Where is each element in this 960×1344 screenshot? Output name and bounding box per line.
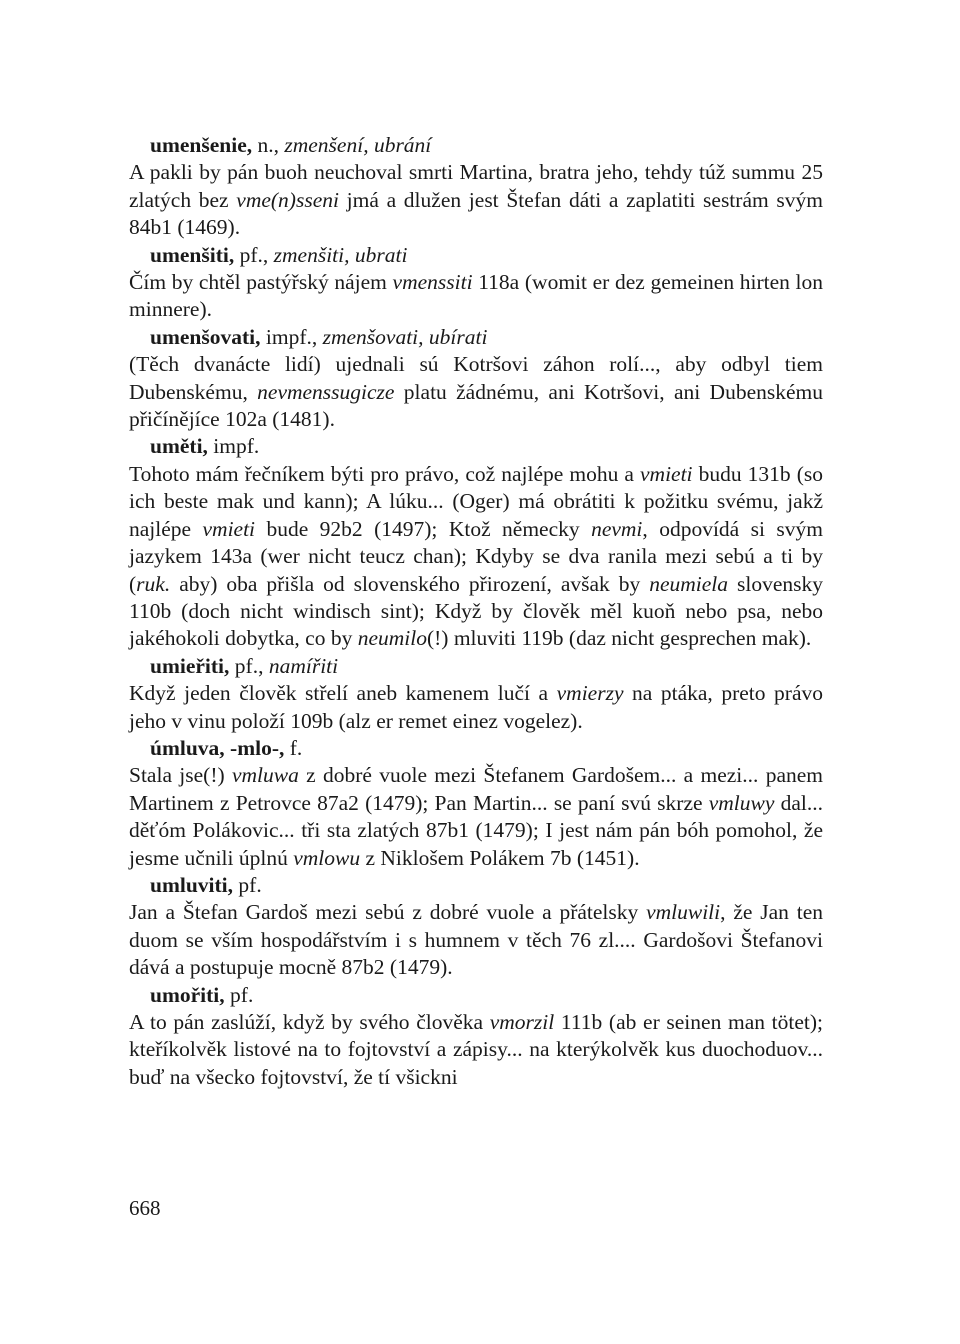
citation-text: A pakli by pán buoh neuchoval smrti Martina, bratra jeho, tehdy túž summu 25 zlatých bez [129, 160, 823, 212]
citation-text: jmá a dlužen jest Štefan dáti a zaplatiti sestrám svým 84b1 (1469). [129, 187, 823, 240]
grammar-label: pf. [238, 872, 262, 897]
grammar-label: impf., [265, 324, 318, 349]
grammar-label: pf. [230, 982, 254, 1007]
citation-text: Stala jse(!) [129, 763, 232, 788]
citation-text: , odpovídá si svým jazykem 143a (wer nicht teucz chan); Kdyby se dva ranila mezi sebú a ti by ( [129, 516, 823, 596]
citation-text: z Niklošem Polákem 7b (1451). [360, 845, 640, 870]
headword: umenšiti, [150, 242, 235, 267]
citation-form: vmenssiti [392, 270, 473, 295]
citation-form: vmorzil [489, 1010, 555, 1034]
entry-umieriti [129, 653, 823, 735]
citation-text: slovensky 110b (doch nicht windisch sint); Když by člověk měl kuoň nebo psa, nebo jakéhokoli dobytka, co by [129, 571, 824, 651]
citation-text: aby) oba přišla od slovenského přirození, avšak by [170, 571, 650, 596]
citation-form: vmlowu [293, 845, 361, 870]
grammar-label: pf., [234, 653, 264, 678]
gloss: zmenšiti, ubrati [273, 242, 408, 267]
citation-form: vmluwili [646, 900, 721, 925]
headword: umieřiti, [150, 653, 230, 678]
citation-text: z dobré vuole mezi Štefanem Gardošem... a mezi... panem Martinem z Petrovce 87a2 (1479); Pan Martin... se paní svú skrze [129, 763, 823, 815]
citation-form: vmluwy [708, 790, 775, 815]
citation-form: nevmi [591, 516, 643, 541]
citation-text: dal... děťóm Polákovic... tři sta zlatých 87b1 (1479); I jest nám pán bóh pomohol, že jesme učnili úplnú [129, 790, 823, 870]
entry-citation [129, 461, 823, 653]
citation-text: Když jeden člověk střelí aneb kamenem lučí a [129, 681, 557, 706]
entry-umeti [129, 433, 823, 652]
entry-header [129, 653, 823, 680]
dictionary-page [129, 132, 823, 1091]
citation-form: neumilo [357, 626, 427, 651]
entry-umenseni [129, 132, 823, 242]
citation-text: A to pán zaslúží, když by svého člověka [129, 1010, 490, 1034]
grammar-label: n., [257, 133, 279, 157]
entry-citation [129, 899, 823, 981]
entry-citation [129, 159, 823, 241]
citation-text: bude 92b2 (1497); Ktož německy [255, 516, 592, 541]
citation-text: (Těch dvanácte lidí) ujednali sú Kotršovi záhon rolí..., aby odbyl tiem Dubenskému, [129, 352, 823, 404]
citation-form: vmluwa [231, 763, 299, 788]
gloss: zmenšovati, ubírati [322, 324, 488, 349]
grammar-label: impf. [213, 434, 260, 459]
grammar-label: pf., [239, 242, 269, 267]
entry-umensiti [129, 242, 823, 324]
entry-umoriti [129, 982, 823, 1092]
headword: úmluva, -mlo-, [150, 735, 285, 760]
citation-form: ruk. [136, 571, 171, 596]
grammar-label: f. [289, 735, 303, 760]
headword: umořiti, [150, 982, 225, 1007]
entry-header [129, 735, 823, 762]
page-number: 668 [129, 1196, 161, 1220]
citation-form: neumiela [649, 571, 729, 596]
citation-text: 111b (ab er seinen man tötet); kteříkolvěk listové na to fojtovství a zápisy... na kterýkolvěk kus duochoduov... buď na všecko fojtovství, že tí všickni [129, 1010, 823, 1089]
entry-header [129, 242, 823, 269]
entry-umluviti [129, 872, 823, 982]
entry-header [129, 872, 823, 899]
headword: uměti, [150, 434, 208, 459]
entry-citation [129, 269, 823, 324]
citation-text: 118a (womit er dez gemeinen hirten lon minnere). [129, 270, 823, 322]
entry-header [129, 132, 823, 159]
citation-form: vmieti [640, 461, 693, 486]
entry-citation [129, 762, 823, 872]
citation-form: nevmenssugicze [257, 379, 395, 404]
gloss: zmenšení, ubrání [284, 133, 432, 157]
citation-text: Jan a Štefan Gardoš mezi sebú z dobré vuole a přátelsky [129, 900, 647, 925]
citation-text: Tohoto mám řečníkem býti pro právo, což najlépe mohu a [129, 461, 640, 486]
citation-text: na ptáka, preto právo jeho v vinu položí 109b (alz er remet einez vogelez). [129, 681, 824, 733]
entry-citation [129, 680, 823, 735]
citation-text: platu žádnému, ani Kotršovi, ani Dubenskému přičínějíce 102a (1481). [129, 379, 824, 432]
citation-text: Čím by chtěl pastýřský nájem [129, 270, 393, 295]
gloss: namířiti [268, 653, 339, 678]
headword: umenšovati, [150, 324, 261, 349]
citation-form: vme(n)sseni [236, 187, 339, 212]
citation-text: , že Jan ten duom se vším hospodářstvím i s humnem v těch 76 zl.... Gardošovi Štefanovi dává a postupuje mocně 87b2 (1479). [129, 900, 823, 980]
entry-header [129, 324, 823, 351]
entry-umensovati [129, 324, 823, 434]
entry-header [129, 982, 823, 1009]
entry-umluva [129, 735, 823, 872]
citation-form: vmierzy [556, 681, 624, 706]
entry-header [129, 433, 823, 460]
headword: umluviti, [150, 872, 234, 897]
citation-text: budu 131b (so ich beste mak und kann); A lúku... (Oger) má obrátiti k požitku svému, jakž najlépe [129, 461, 823, 541]
entry-citation [129, 1009, 823, 1091]
citation-text: (!) mluviti 119b (daz nicht gesprechen mak). [426, 626, 812, 651]
headword: umenšenie, [150, 133, 253, 157]
entry-citation [129, 351, 823, 433]
citation-form: vmieti [202, 516, 256, 541]
